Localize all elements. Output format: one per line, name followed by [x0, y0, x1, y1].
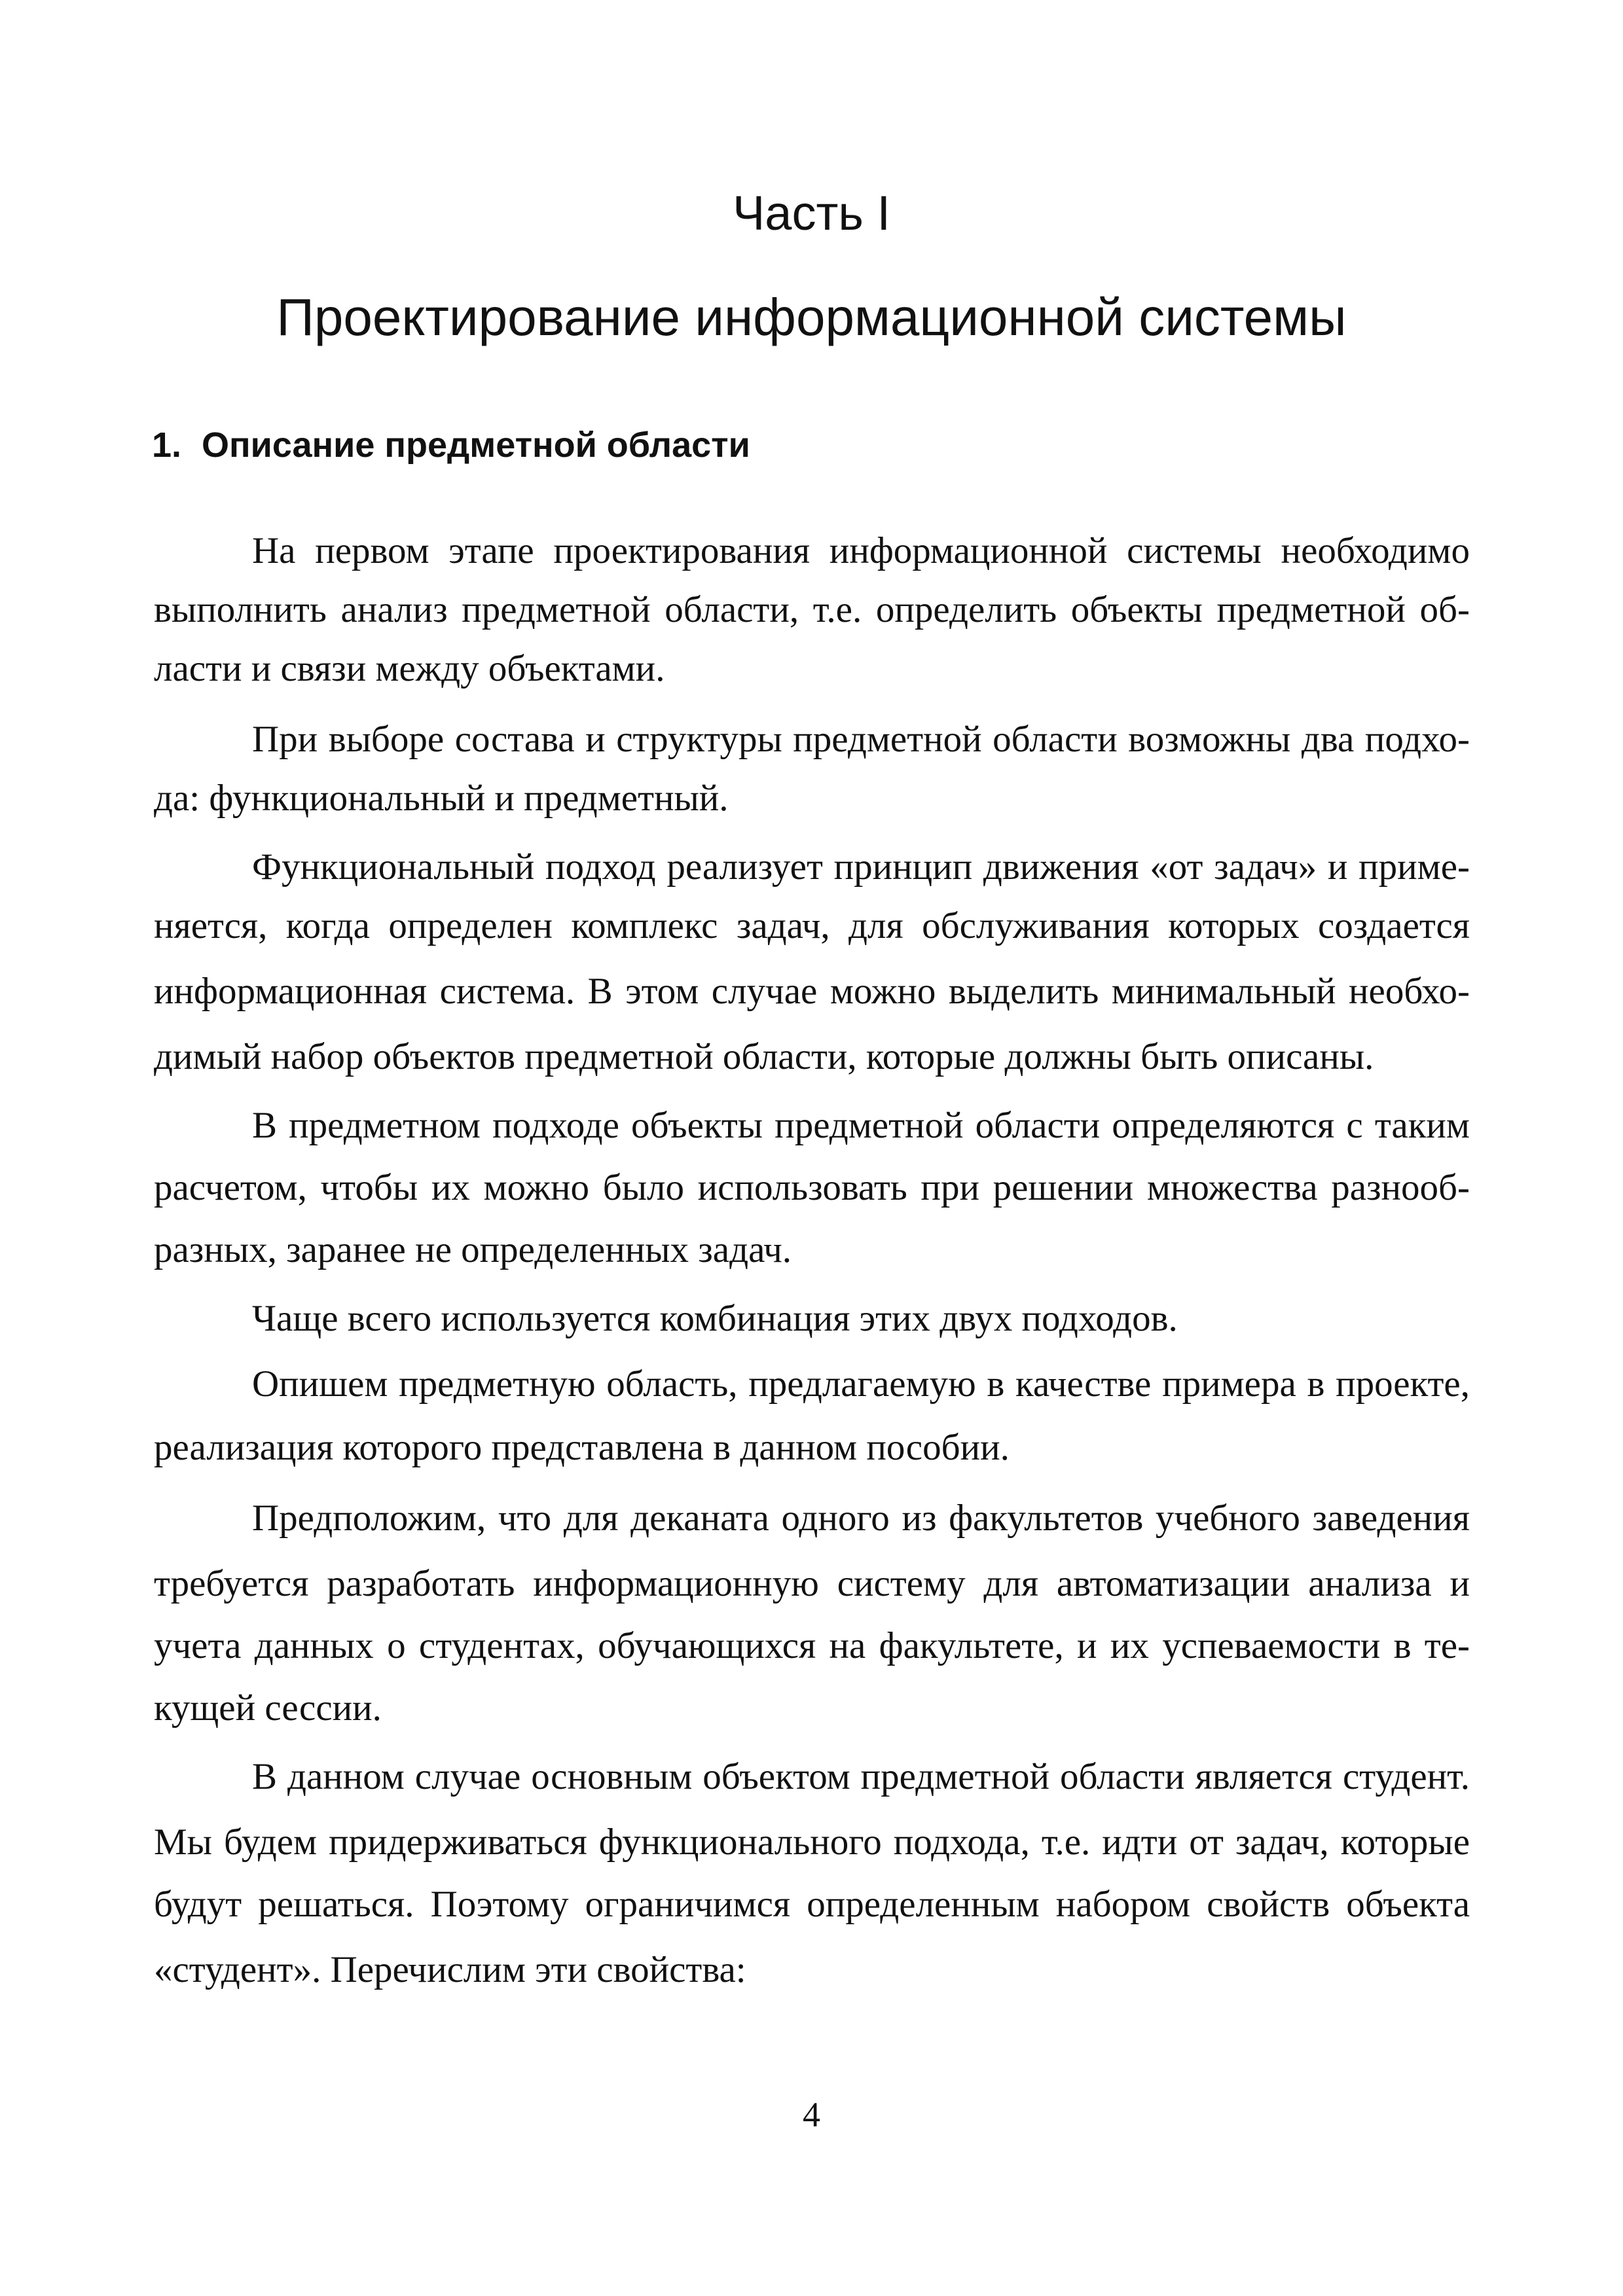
- text-line: Опишем предметную область, предлагаемую в качестве примера в проекте,: [252, 1363, 1470, 1405]
- text-line: «студент». Перечислим эти свойства:: [154, 1949, 746, 1990]
- text-line: В данном случае основным объектом предметной области является студент.: [252, 1756, 1470, 1797]
- section-number: 1.: [152, 425, 182, 465]
- text-line: учета данных о студентах, обучающихся на факультете, и их успеваемости в те-: [154, 1625, 1470, 1666]
- text-line: разных, заранее не определенных задач.: [154, 1229, 792, 1270]
- text-line: выполнить анализ предметной области, т.е. определить объекты предметной об-: [154, 589, 1470, 630]
- text-line: будут решаться. Поэтому ограничимся определенным набором свойств объекта: [154, 1884, 1470, 1925]
- text-line: Функциональный подход реализует принцип движения «от задач» и приме-: [252, 846, 1470, 888]
- section-title: Описание предметной области: [202, 425, 750, 465]
- text-line: требуется разработать информационную систему для автоматизации анализа и: [154, 1563, 1470, 1604]
- text-line: димый набор объектов предметной области, которые должны быть описаны.: [154, 1036, 1374, 1077]
- text-line: расчетом, чтобы их можно было использовать при решении множества разнооб-: [154, 1167, 1470, 1208]
- text-line: Мы будем придерживаться функционального подхода, т.е. идти от задач, которые: [154, 1821, 1470, 1863]
- text-line: На первом этапе проектирования информационной системы необходимо: [252, 530, 1470, 571]
- text-line: кущей сессии.: [154, 1687, 382, 1729]
- text-line: информационная система. В этом случае можно выделить минимальный необхо-: [154, 971, 1470, 1012]
- part-title: Часть I: [732, 186, 891, 240]
- section-heading: [152, 419, 750, 471]
- text-line: Предположим, что для деканата одного из факультетов учебного заведения: [252, 1498, 1470, 1539]
- text-line: В предметном подходе объекты предметной области определяются с таким: [252, 1105, 1470, 1146]
- main-title: Проектирование информационной системы: [276, 288, 1347, 346]
- text-line: реализация которого представлена в данном пособии.: [154, 1427, 1010, 1468]
- text-line: При выборе состава и структуры предметной области возможны два подхо-: [252, 719, 1470, 760]
- text-line: да: функциональный и предметный.: [154, 778, 729, 819]
- text-line: Чаще всего используется комбинация этих двух подходов.: [252, 1298, 1178, 1339]
- text-line: ласти и связи между объектами.: [154, 648, 665, 689]
- text-line: няется, когда определен комплекс задач, для обслуживания которых создается: [154, 905, 1470, 946]
- page-number: 4: [803, 2095, 820, 2134]
